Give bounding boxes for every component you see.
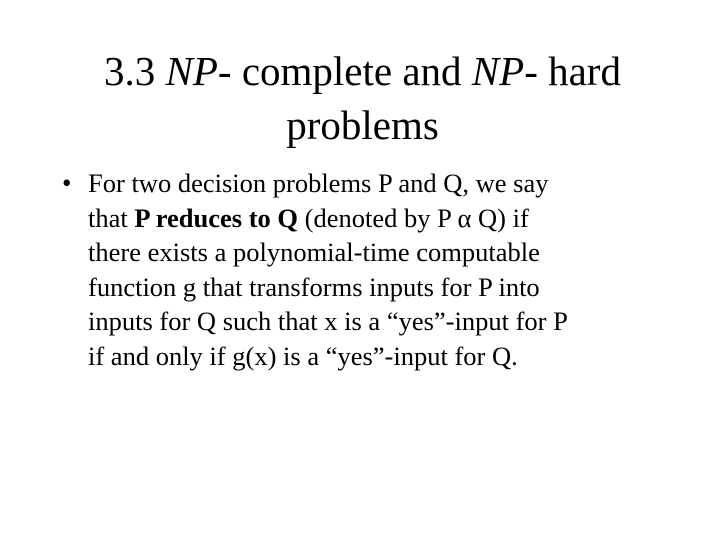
bullet-line-1: For two decision problems P and Q, we say bbox=[88, 168, 549, 198]
title-prefix: 3.3 bbox=[104, 48, 166, 94]
bullet-line-4: function g that transforms inputs for P into bbox=[88, 271, 540, 302]
title-line-1 bbox=[40, 44, 685, 98]
reduces-term: P reduces to Q bbox=[134, 202, 299, 233]
bullet-line-2-a: that bbox=[88, 202, 135, 233]
bullet-marker: • bbox=[62, 168, 72, 198]
bullet-line-6: if and only if g(x) is a “yes”-input for Q. bbox=[88, 340, 518, 371]
bullet-line-2-c: Q) if bbox=[471, 202, 529, 233]
title-mid: - complete and bbox=[217, 48, 472, 94]
bullet-text bbox=[88, 166, 688, 374]
bullet-line-3: there exists a polynomial-time computable bbox=[88, 237, 540, 268]
slide-title bbox=[40, 44, 685, 152]
bullet-line-2 bbox=[88, 201, 688, 236]
title-np-2: NP bbox=[471, 48, 525, 94]
bullet-line-5: inputs for Q such that x is a “yes”-input for P bbox=[88, 306, 568, 337]
bullet-line-2-b: (denoted by P bbox=[298, 202, 458, 233]
title-suffix: - hard bbox=[524, 48, 621, 94]
title-line-2: problems bbox=[286, 102, 439, 148]
title-np-1: NP bbox=[165, 48, 218, 94]
reduction-symbol: α bbox=[457, 202, 472, 233]
